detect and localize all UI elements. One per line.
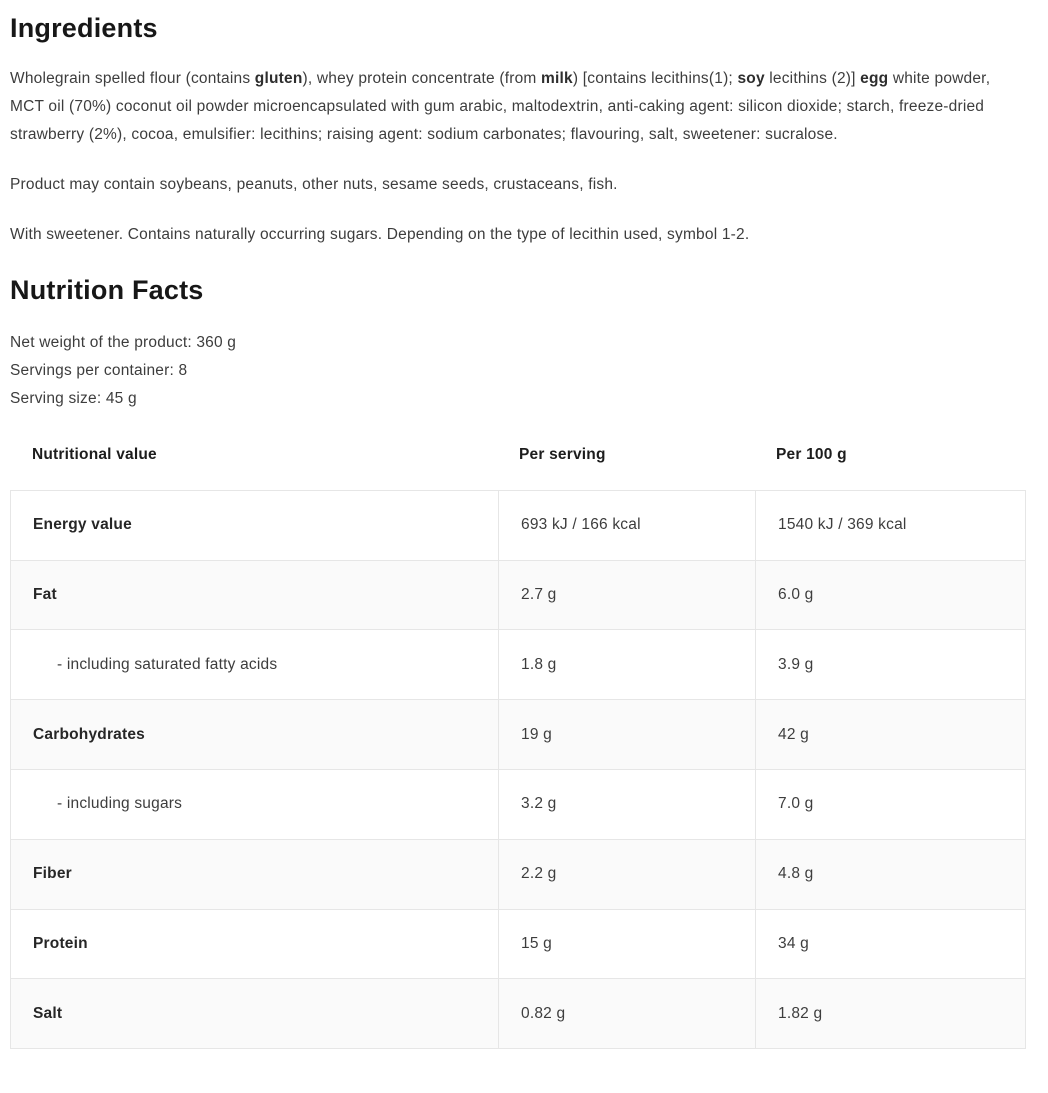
- per-100g-value: 34 g: [755, 910, 1027, 979]
- nutrient-label: Fiber: [33, 865, 72, 883]
- nutrient-sublabel: - including sugars: [57, 795, 183, 813]
- per-100g-value: 42 g: [755, 700, 1027, 769]
- table-row-energy: [11, 491, 1025, 560]
- ingredients-heading: Ingredients: [10, 13, 158, 43]
- nutrition-table-body: [10, 490, 1026, 1049]
- table-row-saturated-fat: [11, 629, 1025, 699]
- allergen-may-contain-text: Product may contain soybeans, peanuts, other nuts, sesame seeds, crustaceans, fish.: [10, 176, 618, 193]
- nutrient-label: Fat: [33, 585, 57, 603]
- ingredients-paragraph: Wholegrain spelled flour (contains gluten), whey protein concentrate (from milk) [contains lecithins(1); soy lecithins (2)] egg white powder, MCT oil (70%) coconut oil powder microencapsulated with gum arabic, maltodextrin, anti-caking agent: silicon dioxide; starch, freeze-dried strawberry (2%), cocoa, emulsifier: lecithins; raising agent: sodium carbonates; flavouring, salt, sweetener: sucralose.: [10, 70, 991, 143]
- header-per-serving: Per serving: [519, 446, 606, 464]
- serving-info: [10, 329, 1028, 413]
- per-serving-value: 15 g: [498, 910, 755, 979]
- header-per-100g: Per 100 g: [776, 446, 847, 464]
- header-nutritional-value: Nutritional value: [32, 446, 157, 464]
- per-100g-value: 6.0 g: [755, 561, 1027, 630]
- servings-per-container-text: Servings per container: 8: [10, 362, 188, 379]
- nutrition-table: [10, 421, 1026, 1049]
- nutrition-table-header: [10, 421, 1026, 490]
- table-row-protein: [11, 909, 1025, 979]
- per-serving-value: 2.2 g: [498, 840, 755, 909]
- per-serving-value: 2.7 g: [498, 561, 755, 630]
- nutrient-label: Salt: [33, 1004, 63, 1022]
- per-serving-value: 693 kJ / 166 kcal: [498, 491, 755, 560]
- serving-size-text: Serving size: 45 g: [10, 390, 137, 407]
- per-serving-value: 19 g: [498, 700, 755, 769]
- nutrition-facts-heading: Nutrition Facts: [10, 275, 204, 305]
- per-100g-value: 7.0 g: [755, 770, 1027, 839]
- table-row-salt: [11, 978, 1025, 1048]
- sweetener-note-text: With sweetener. Contains naturally occurring sugars. Depending on the type of lecithin used, symbol 1-2.: [10, 226, 750, 243]
- nutrient-label: Protein: [33, 934, 88, 952]
- net-weight-text: Net weight of the product: 360 g: [10, 334, 237, 351]
- table-row-fiber: [11, 839, 1025, 909]
- per-100g-value: 1540 kJ / 369 kcal: [755, 491, 1027, 560]
- per-100g-value: 3.9 g: [755, 630, 1027, 699]
- nutrient-label: Carbohydrates: [33, 725, 145, 743]
- per-100g-value: 4.8 g: [755, 840, 1027, 909]
- table-row-sugars: [11, 769, 1025, 839]
- nutrient-sublabel: - including saturated fatty acids: [57, 655, 278, 673]
- table-row-carbohydrates: [11, 699, 1025, 769]
- per-serving-value: 0.82 g: [498, 979, 755, 1048]
- nutrient-label: Energy value: [33, 516, 132, 534]
- per-100g-value: 1.82 g: [755, 979, 1027, 1048]
- per-serving-value: 3.2 g: [498, 770, 755, 839]
- table-row-fat: [11, 560, 1025, 630]
- per-serving-value: 1.8 g: [498, 630, 755, 699]
- product-details-page: [0, 13, 1048, 1049]
